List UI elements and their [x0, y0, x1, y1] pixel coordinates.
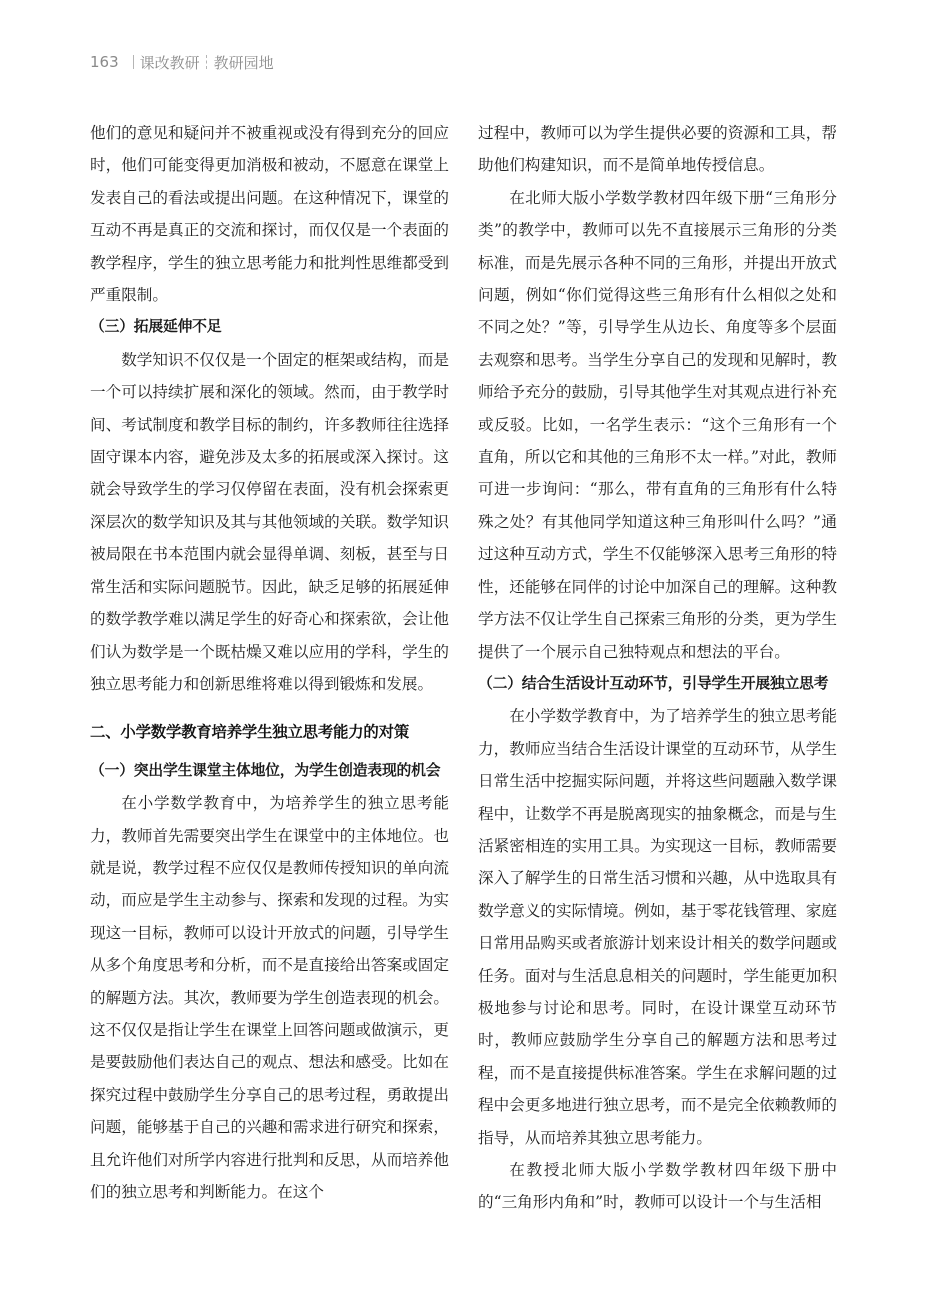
section-heading: （三）拓展延伸不足	[90, 318, 222, 336]
paragraph: 在小学数学教育中，为培养学生的独立思考能力，教师首先需要突出学生在课堂中的主体地位。也就是说，教学过程不应仅仅是教师传授知识的单向流动，而应是学生主动参与、探索和发现的过程。为实现这一目标，教师可以设计开放式的问题，引导学生从多个角度思考和分析，而不是直接给出答案或固定的解题方法。其次，教师要为学生创造表现的机会。这不仅仅是指让学生在课堂上回答问题或做演示，更是要鼓励他们表达自己的观点、想法和感受。比如在探究过程中鼓励学生分享自己的思考过程，勇敢提出问题，能够基于自己的兴趣和需求进行研究和探索，且允许他们对所学内容进行批判和反思，从而培养他们的独立思考和判断能力。在这个	[90, 794, 449, 1201]
paragraph: 在北师大版小学数学教材四年级下册“三角形分类”的教学中，教师可以先不直接展示三角形的分类标准，而是先展示各种不同的三角形，并提出开放式问题，例如“你们觉得这些三角形有什么相似之处和不同之处？”等，引导学生从边长、角度等多个层面去观察和思考。当学生分享自己的发现和见解时，教师给予充分的鼓励，引导其他学生对其观点进行补充或反驳。比如，一名学生表示：“这个三角形有一个直角，所以它和其他的三角形不太一样。”对此，教师可进一步询问：“那么，带有直角的三角形有什么特殊之处？有其他同学知道这种三角形叫什么吗？”通过这种互动方式，学生不仅能够深入思考三角形的特性，还能够在同伴的讨论中加深自己的理解。这种教学方法不仅让学生自己探索三角形的分类，更为学生提供了一个展示自己独特观点和想法的平台。	[478, 188, 837, 661]
left-column	[90, 117, 449, 1208]
right-column	[478, 117, 837, 1219]
page-number: 163	[90, 53, 119, 71]
header-dashed-divider	[206, 55, 208, 69]
section-heading: （二）结合生活设计互动环节，引导学生开展独立思考	[478, 674, 829, 692]
header-divider	[133, 55, 134, 69]
chapter-heading: 二、小学数学教育培养学生独立思考能力的对策	[90, 723, 410, 742]
paragraph: 他们的意见和疑问并不被重视或没有得到充分的回应时，他们可能变得更加消极和被动，不愿意在课堂上发表自己的看法或提出问题。在这种情况下，课堂的互动不再是真正的交流和探讨，而仅仅是一个表面的教学程序，学生的独立思考能力和批判性思维都受到严重限制。	[90, 124, 449, 305]
section-heading: （一）突出学生课堂主体地位，为学生创造表现的机会	[90, 761, 441, 779]
paragraph: 在小学数学教育中，为了培养学生的独立思考能力，教师应当结合生活设计课堂的互动环节，从学生日常生活中挖掘实际问题，并将这些问题融入数学课程中，让数学不再是脱离现实的抽象概念，而是与生活紧密相连的实用工具。为实现这一目标，教师需要深入了解学生的日常生活习惯和兴趣，从中选取具有数学意义的实际情境。例如，基于零花钱管理、家庭日常用品购买或者旅游计划来设计相关的数学问题或任务。面对与生活息息相关的问题时，学生能更加积极地参与讨论和思考。同时，在设计课堂互动环节时，教师应鼓励学生分享自己的解题方法和思考过程，而不是直接提供标准答案。学生在求解问题的过程中会更多地进行独立思考，而不是完全依赖教师的指导，从而培养其独立思考能力。	[478, 707, 837, 1147]
paragraph: 数学知识不仅仅是一个固定的框架或结构，而是一个可以持续扩展和深化的领域。然而，由于教学时间、考试制度和教学目标的制约，许多教师往往选择固守课本内容，避免涉及太多的拓展或深入探讨。这就会导致学生的学习仅停留在表面，没有机会探索更深层次的数学知识及其与其他领域的关联。数学知识被局限在书本范围内就会显得单调、刻板，甚至与日常生活和实际问题脱节。因此，缺乏足够的拓展延伸的数学教学难以满足学生的好奇心和探索欲，会让他们认为数学是一个既枯燥又难以应用的学科，学生的独立思考能力和创新思维将难以得到锻炼和发展。	[90, 350, 449, 693]
running-header	[90, 50, 274, 74]
paragraph: 在教授北师大版小学数学教材四年级下册中的“三角形内角和”时，教师可以设计一个与生活相	[478, 1161, 837, 1212]
header-subsection: 教研园地	[213, 53, 274, 72]
header-section: 课改教研	[139, 53, 200, 72]
paragraph: 过程中，教师可以为学生提供必要的资源和工具，帮助他们构建知识，而不是简单地传授信息。	[478, 124, 837, 175]
